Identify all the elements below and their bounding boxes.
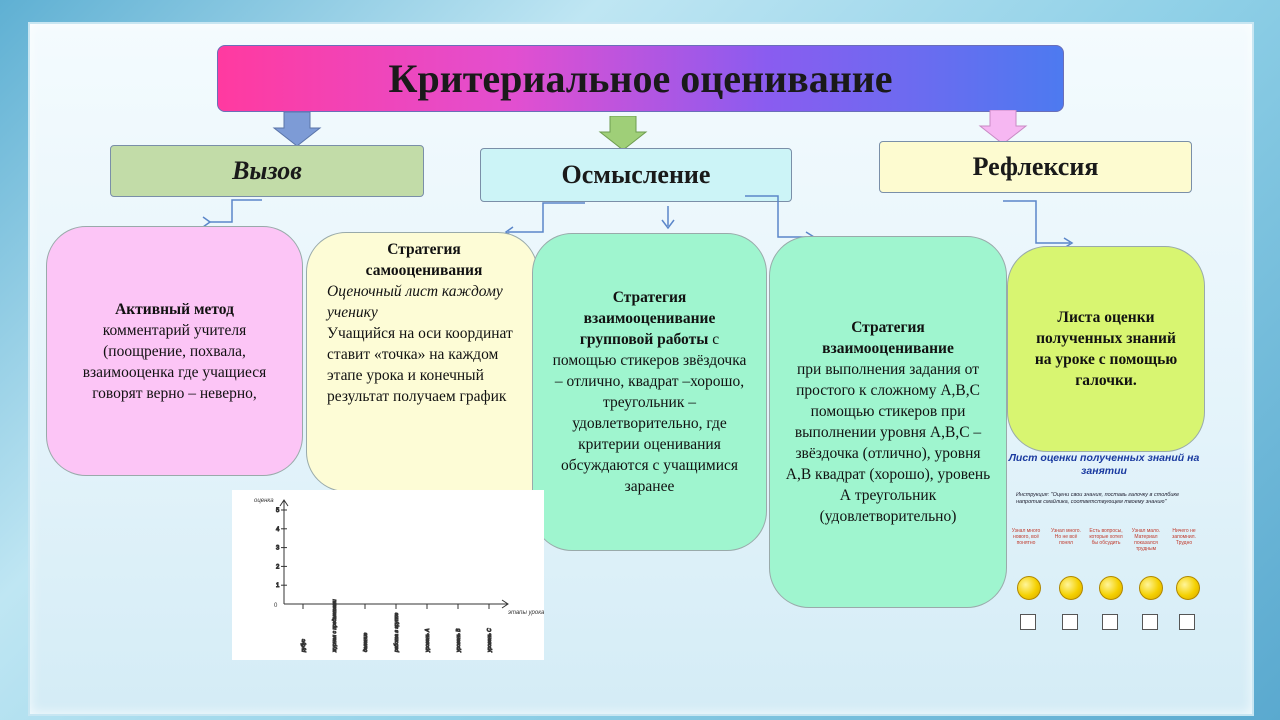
stage-comprehension-label: Осмысление [561, 160, 711, 189]
bubble-active-method-heading: Активный метод [115, 300, 234, 318]
sheet-caption: Ничего не запомнил. Трудно [1172, 528, 1196, 546]
smiley-icon [1059, 576, 1083, 600]
checkbox[interactable] [1102, 614, 1118, 630]
sheet-title: Лист оценки полученных знаний на занятии [1008, 452, 1200, 477]
graph-x-tick-label: уровень В [456, 628, 462, 652]
checkbox[interactable] [1179, 614, 1195, 630]
sheet-caption: Узнал много. Но не всё понял [1051, 528, 1081, 546]
page-title: Критериальное оценивание [217, 45, 1064, 112]
graph-svg [232, 490, 544, 660]
smiley-icon [1099, 576, 1123, 600]
bubble-knowledge-sheet [1007, 246, 1205, 452]
checkbox[interactable] [1142, 614, 1158, 630]
sheet-caption: Узнал мало. Материал показался трудным [1131, 528, 1161, 552]
checkbox[interactable] [1020, 614, 1036, 630]
graph-y-tick-label: 1 [276, 583, 280, 590]
smiley-icon [1017, 576, 1041, 600]
graph-x-tick-label: работа в группе [394, 612, 400, 652]
bubble-active-method-text: комментарий учителя (поощрение, похвала, взаимооценка где учащиеся говорят верно – неверно, [82, 321, 267, 402]
graph-xlabel: этапы урока [508, 610, 544, 616]
bubble-self-assessment-italic: Оценочный лист каждому ученику [327, 283, 503, 321]
graph-x-tick-label: уровень А [425, 628, 431, 652]
graph-x-tick-label: журнал с предметами [332, 599, 338, 652]
graph-y-tick-label: 2 [276, 564, 280, 571]
assessment-sheet-image [1008, 452, 1200, 634]
smiley-icon [1139, 576, 1163, 600]
graph-y-tick-label: 5 [276, 508, 280, 514]
graph-x-tick-label: деление [363, 632, 369, 652]
sheet-caption: Узнал много нового, всё понятно [1011, 528, 1041, 546]
graph-y-tick-label: 4 [276, 526, 280, 533]
smiley-icon [1176, 576, 1200, 600]
sheet-instruction: Инструкция: "Оцени свои знания, поставь галочку в столбике напротив смайлика, соответствующем твоему знанию" [1016, 492, 1180, 505]
bubble-group-work [532, 233, 767, 551]
bubble-group-work-text: с помощью стикеров звёздочка – отлично, квадрат –хорошо, треугольник –удовлетворительно, где критерии оценивания обсуждаются с учащимися заранее [552, 331, 747, 495]
sheet-caption: Есть вопросы, которые хотел бы обсудить [1089, 528, 1123, 546]
bubble-knowledge-sheet-text: Листа оценки полученных знаний на уроке с помощью галочки. [1034, 309, 1178, 389]
graph-x-tick-label: рубус [301, 639, 307, 652]
checkbox[interactable] [1062, 614, 1078, 630]
self-assessment-graph [232, 490, 544, 660]
bubble-self-assessment-heading: Стратегия самооценивания [365, 241, 483, 279]
graph-ylabel: оценка [254, 498, 274, 504]
stage-challenge-label: Вызов [232, 156, 302, 185]
bubble-self-assessment-text: Учащийся на оси координат ставит «точка» на каждом этапе урока и конечный результат получаем график [327, 325, 513, 405]
bubble-mutual-assessment [769, 236, 1007, 608]
bubble-mutual-assessment-heading: Стратегия взаимооценивание [822, 319, 954, 357]
bubble-mutual-assessment-text: при выполнения задания от простого к сложному А,В,С помощью стикеров при выполнении уровня А,В,С – звёздочка (отлично), уровня А,В квадрат (хорошо), уровень А треугольник (удовлетворительно) [785, 361, 991, 525]
bubble-self-assessment [306, 232, 538, 492]
bubble-group-work-heading: Стратегия взаимооценивание групповой работы [579, 289, 716, 348]
graph-x-tick-label: уровень С [487, 628, 493, 652]
graph-y-tick-label: 3 [276, 545, 280, 552]
bubble-active-method [46, 226, 303, 476]
stage-reflection-label: Рефлексия [972, 152, 1099, 181]
graph-origin-label: 0 [274, 603, 278, 609]
